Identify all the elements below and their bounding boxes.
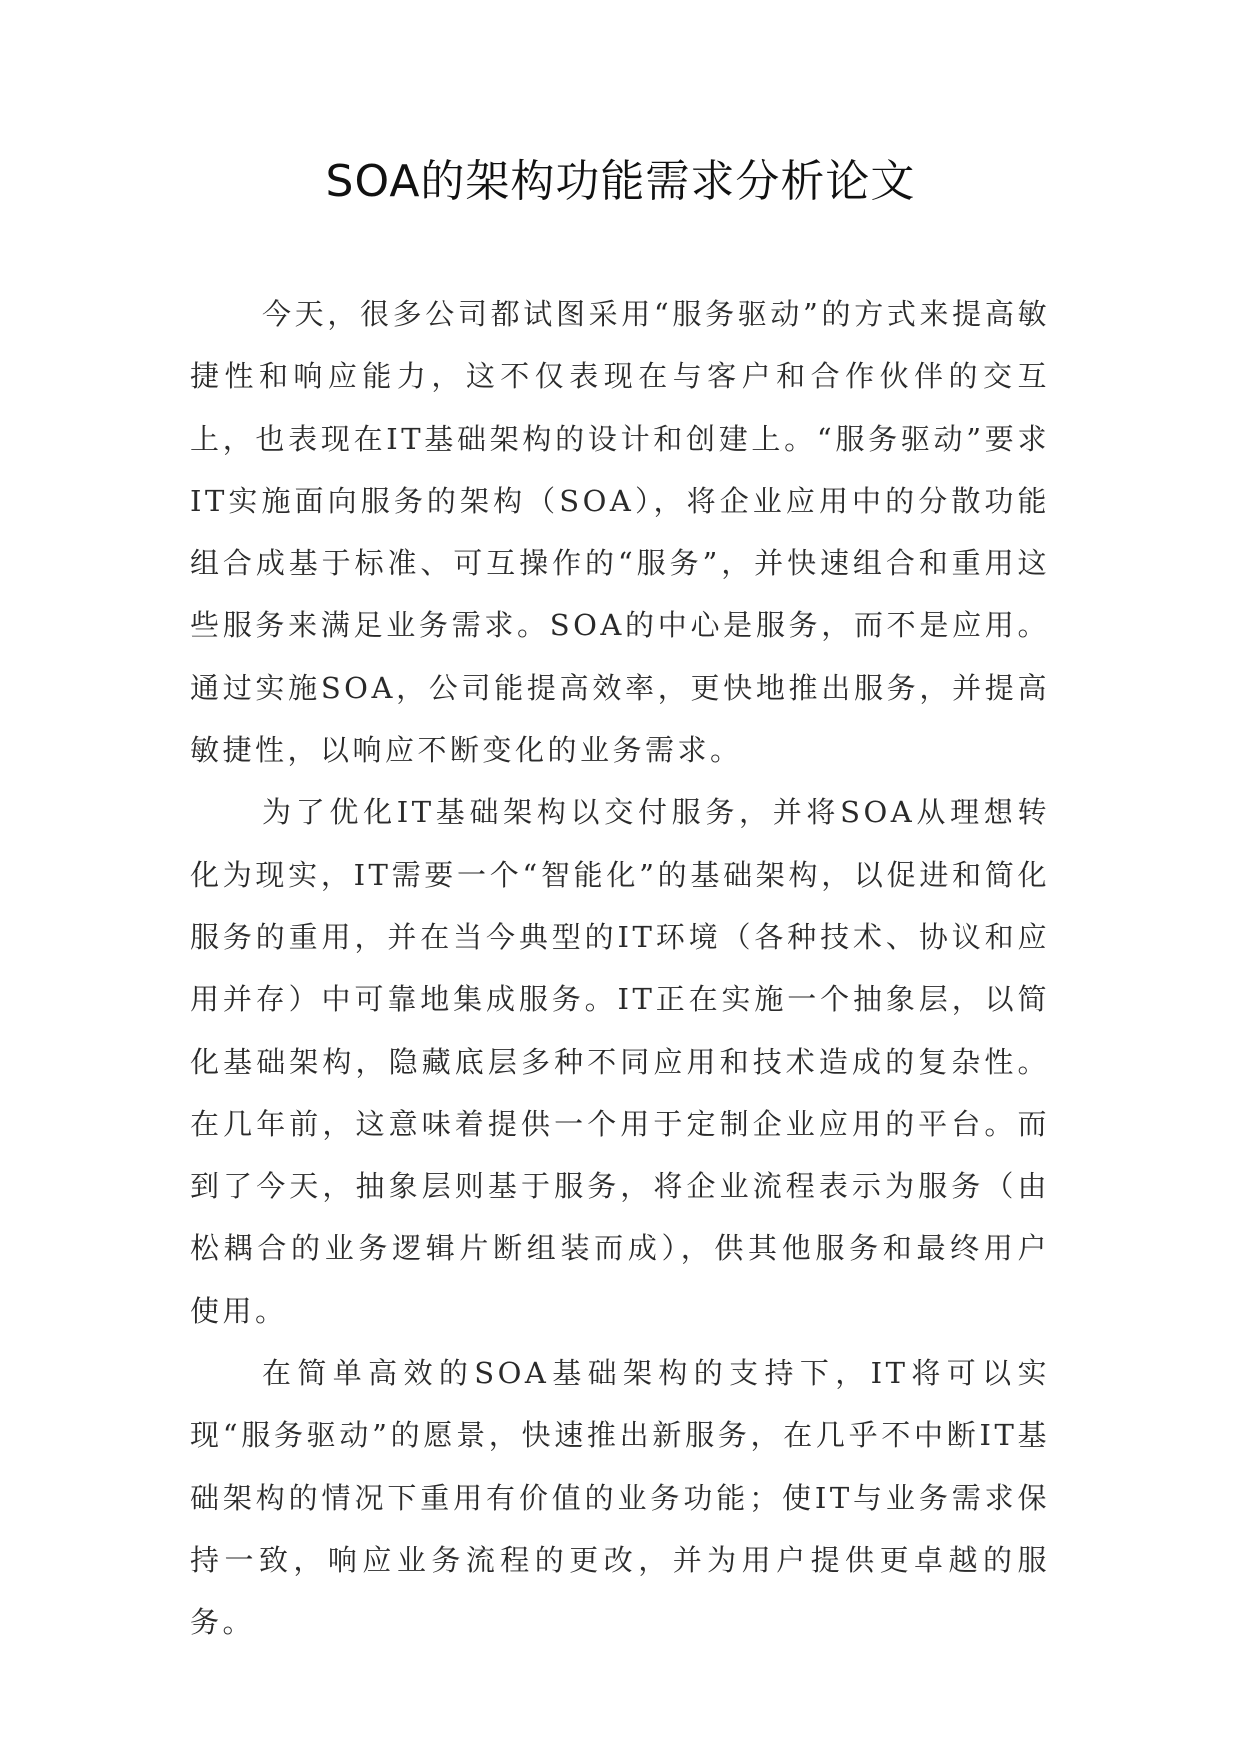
paragraph-2: 为了优化IT基础架构以交付服务，并将SOA从理想转化为现实，IT需要一个“智能化”的基础架构，以促进和简化服务的重用，并在当今典型的IT环境（各种技术、协议和应用并存）中可靠地集成服务。IT正在实施一个抽象层，以简化基础架构，隐藏底层多种不同应用和技术造成的复杂性。在几年前，这意味着提供一个用于定制企业应用的平台。而到了今天，抽象层则基于服务，将企业流程表示为服务（由松耦合的业务逻辑片断组装而成），供其他服务和最终用户使用。: [190, 795, 1050, 1328]
paragraph-1: 今天，很多公司都试图采用“服务驱动”的方式来提高敏捷性和响应能力，这不仅表现在与客户和合作伙伴的交互上，也表现在IT基础架构的设计和创建上。“服务驱动”要求IT实施面向服务的架构（SOA），将企业应用中的分散功能组合成基于标准、可互操作的“服务”，并快速组合和重用这些服务来满足业务需求。SOA的中心是服务，而不是应用。通过实施SOA，公司能提高效率，更快地推出服务，并提高敏捷性，以响应不断变化的业务需求。: [190, 297, 1050, 768]
document-body: [190, 283, 1050, 1654]
paragraph-3: 在简单高效的SOA基础架构的支持下，IT将可以实现“服务驱动”的愿景，快速推出新服务，在几乎不中断IT基础架构的情况下重用有价值的业务功能；使IT与业务需求保持一致，响应业务流程的更改，并为用户提供更卓越的服务。: [190, 1356, 1050, 1640]
document-title: SOA的架构功能需求分析论文: [325, 156, 916, 207]
